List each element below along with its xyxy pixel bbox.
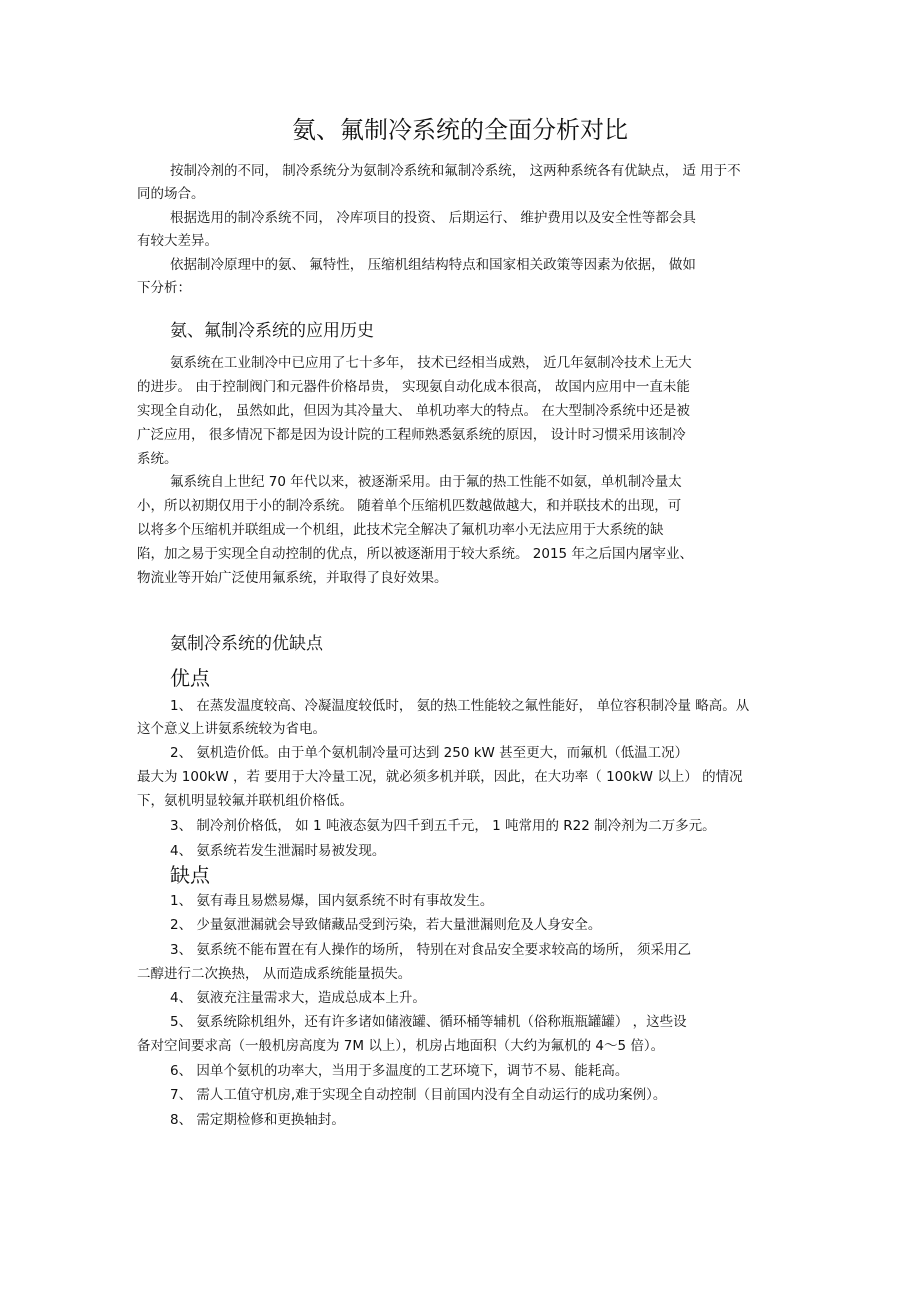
text-line: 1、 氨有毒且易燃易爆，国内氨系统不时有事故发生。 (170, 893, 494, 909)
text-line: 氨系统在工业制冷中已应用了七十多年， 技术已经相当成熟， 近几年氨制冷技术上无大 (170, 355, 692, 371)
text-line: 小，所以初期仅用于小的制冷系统。 随着单个压缩机匹数越做越大，和并联技术的出现，可 (137, 498, 682, 514)
text-line: 根据选用的制冷系统不同， 冷库项目的投资、 后期运行、 维护费用以及安全性等都会具 (170, 210, 696, 226)
section-heading: 氨制冷系统的优缺点 (170, 634, 323, 654)
text-line: 同的场合。 (137, 186, 205, 202)
text-line: 5、 氨系统除机组外，还有许多诸如储液罐、循环桶等辅机（俗称瓶瓶罐罐） ，这些设 (170, 1014, 687, 1030)
document-title: 氨、氟制冷系统的全面分析对比 (292, 116, 628, 144)
text-line: 备对空间要求高（一般机房高度为 7M 以上），机房占地面积（大约为氟机的 4～5 倍）。 (137, 1038, 665, 1054)
text-line: 3、 氨系统不能布置在有人操作的场所， 特别在对食品安全要求较高的场所， 须采用乙 (170, 942, 691, 958)
text-line: 陷，加之易于实现全自动控制的优点，所以被逐渐用于较大系统。 2015 年之后国内屠宰业、 (137, 546, 693, 562)
text-line: 3、 制冷剂价格低， 如 1 吨液态氨为四千到五千元， 1 吨常用的 R22 制冷剂为二万多元。 (170, 818, 716, 834)
text-line: 2、 氨机造价低。由于单个氨机制冷量可达到 250 kW 甚至更大，而氟机（低温工况） (170, 745, 689, 761)
text-line: 按制冷剂的不同， 制冷系统分为氨制冷系统和氟制冷系统， 这两种系统各有优缺点， 适 用于不 (170, 163, 741, 179)
pros-heading: 优点 (170, 666, 210, 690)
text-line: 依据制冷原理中的氨、 氟特性， 压缩机组结构特点和国家相关政策等因素为依据， 做如 (170, 257, 696, 273)
text-line: 物流业等开始广泛使用氟系统，并取得了良好效果。 (137, 570, 448, 586)
text-line: 广泛应用， 很多情况下都是因为设计院的工程师熟悉氨系统的原因， 设计时习惯采用该制冷 (137, 427, 686, 443)
text-line: 7、 需人工值守机房,难于实现全自动控制（目前国内没有全自动运行的成功案例）。 (170, 1087, 667, 1103)
section-heading: 氨、氟制冷系统的应用历史 (170, 321, 374, 341)
text-line: 8、 需定期检修和更换轴封。 (170, 1112, 345, 1128)
text-line: 4、 氨系统若发生泄漏时易被发现。 (170, 843, 386, 859)
text-line: 系统。 (137, 451, 178, 467)
text-line: 最大为 100kW ，若 要用于大冷量工况，就必须多机并联，因此，在大功率（ 100kW 以上） 的情况 (137, 769, 743, 785)
text-line: 二醇进行二次换热， 从而造成系统能量损失。 (137, 966, 412, 982)
text-line: 6、 因单个氨机的功率大，当用于多温度的工艺环境下，调节不易、能耗高。 (170, 1063, 629, 1079)
text-line: 2、 少量氨泄漏就会导致储藏品受到污染，若大量泄漏则危及人身安全。 (170, 917, 602, 933)
text-line: 1、 在蒸发温度较高、冷凝温度较低时， 氨的热工性能较之氟性能好， 单位容积制冷量 略高。从 (170, 698, 750, 714)
text-line: 下，氨机明显较氟并联机组价格低。 (137, 793, 353, 809)
cons-heading: 缺点 (170, 863, 210, 887)
text-line: 下分析： (137, 280, 191, 296)
text-line: 实现全自动化， 虽然如此，但因为其冷量大、 单机功率大的特点。 在大型制冷系统中还是被 (137, 403, 690, 419)
text-line: 的进步。 由于控制阀门和元器件价格昂贵， 实现氨自动化成本很高， 故国内应用中一直未能 (137, 379, 690, 395)
text-line: 氟系统自上世纪 70 年代以来，被逐渐采用。由于氟的热工性能不如氨，单机制冷量太 (170, 474, 682, 490)
text-line: 这个意义上讲氨系统较为省电。 (137, 721, 326, 737)
text-line: 有较大差异。 (137, 233, 218, 249)
text-line: 以将多个压缩机并联组成一个机组，此技术完全解决了氟机功率小无法应用于大系统的缺 (137, 522, 664, 538)
text-line: 4、 氨液充注量需求大，造成总成本上升。 (170, 990, 426, 1006)
